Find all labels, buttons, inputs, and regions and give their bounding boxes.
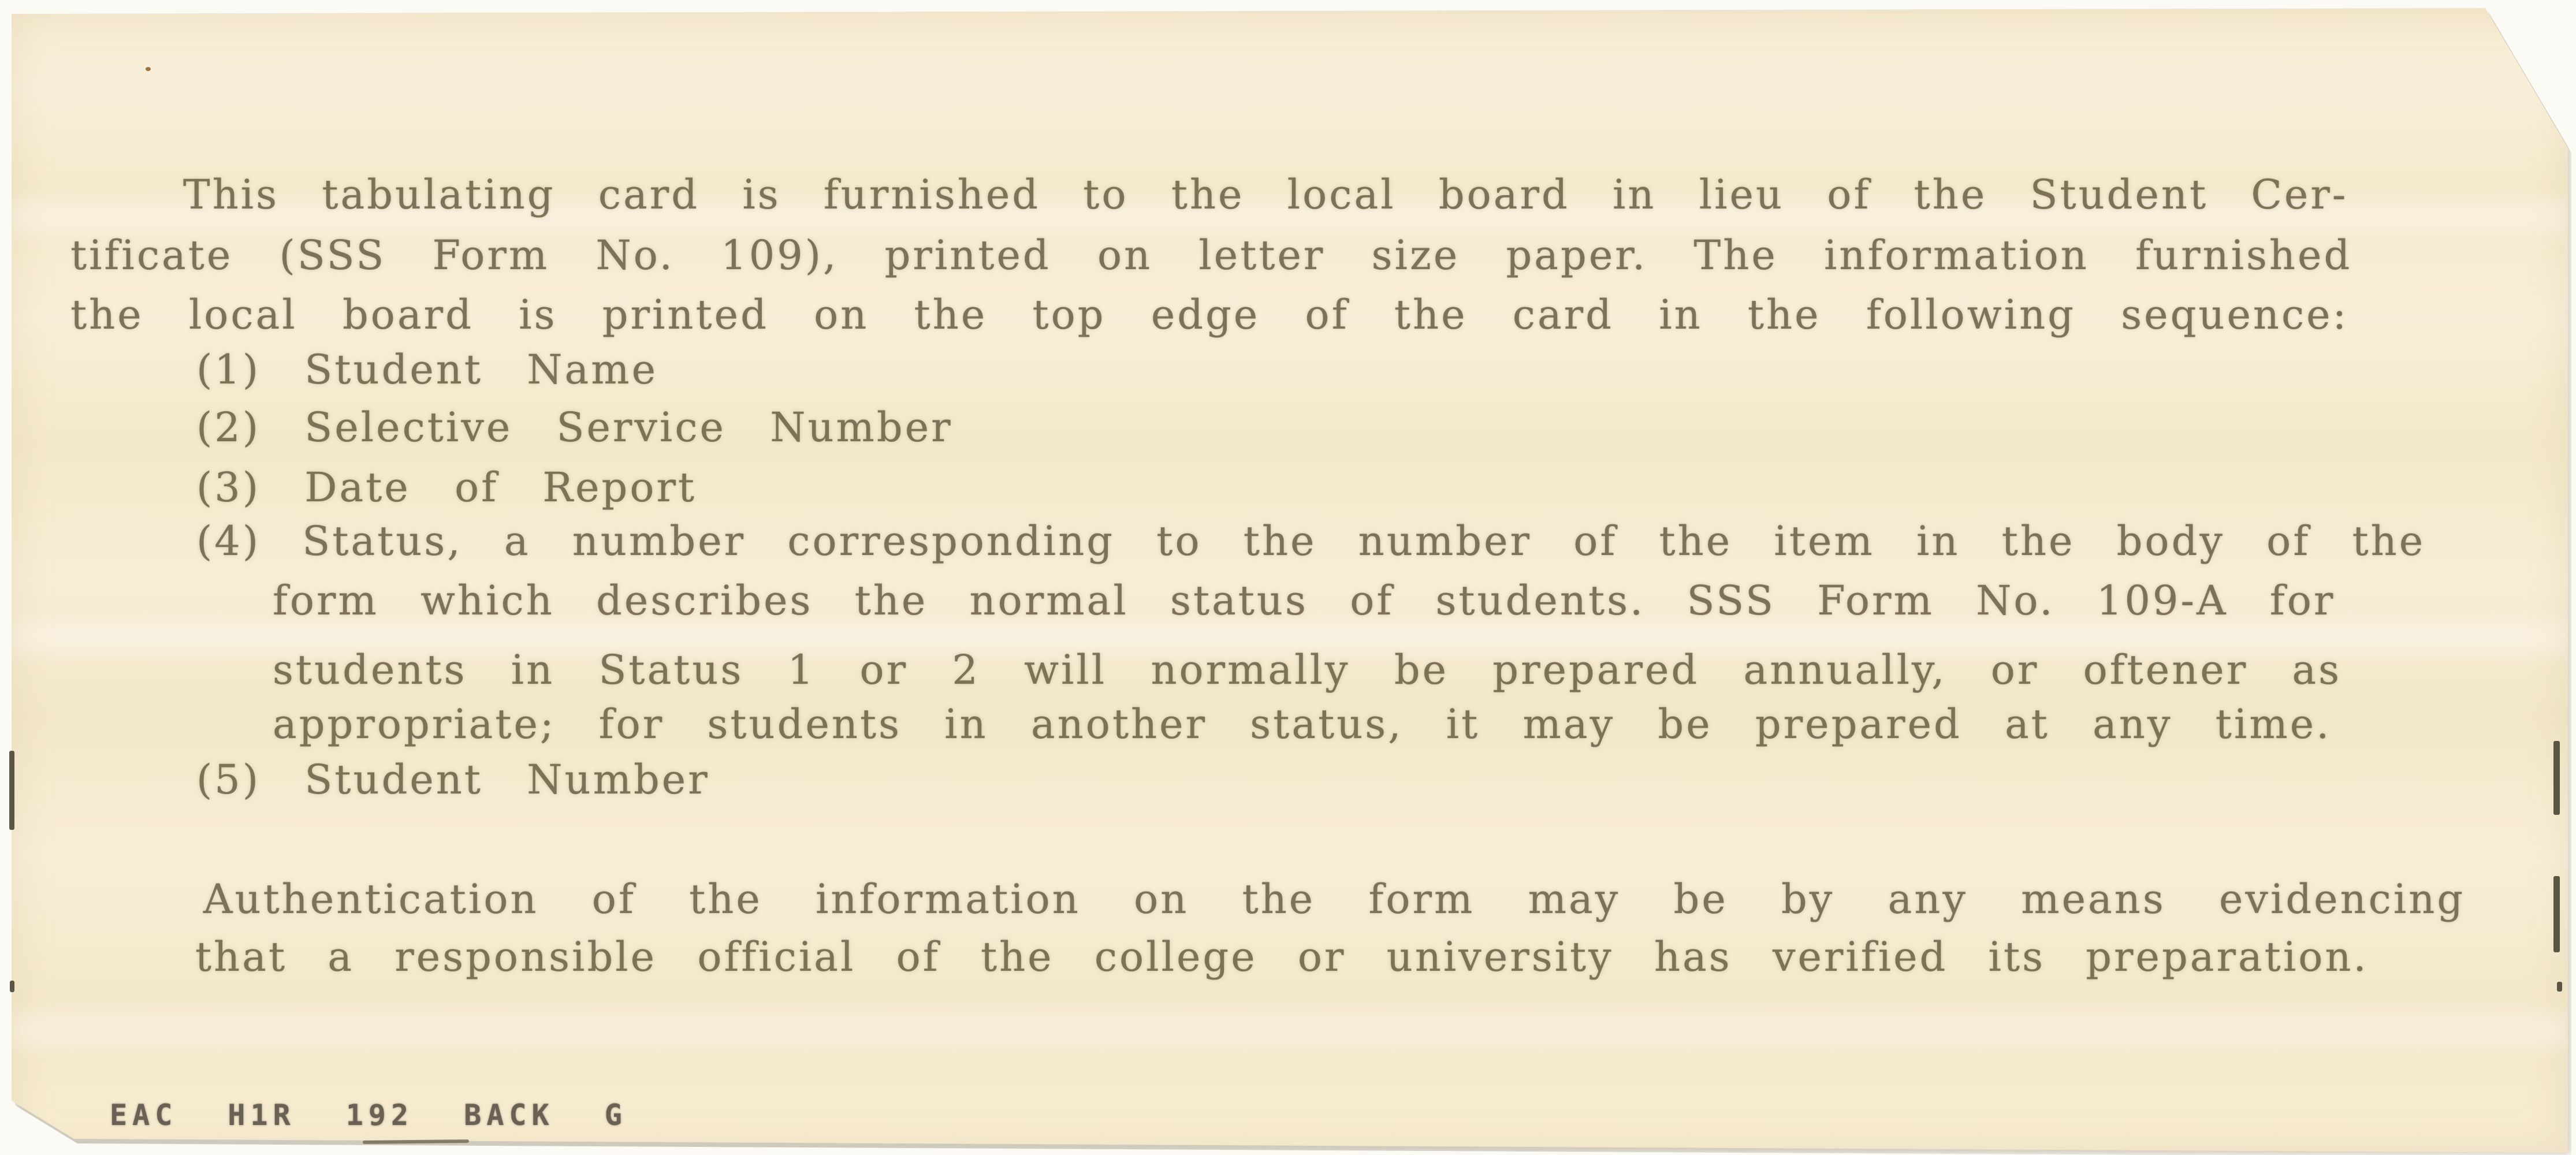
list-item-2: (2) Selective Service Number [196, 404, 953, 451]
list-item-3: (3) Date of Report [196, 464, 697, 511]
authentication-line-2: that a responsible official of the college or university has verified its preparation. [195, 933, 2369, 981]
list-item-1: (1) Student Name [196, 346, 658, 393]
edge-mark-left [9, 751, 14, 830]
footer-form-stamp: EAC H1R 192 BACK G [110, 1098, 627, 1132]
intro-line-2: tificate (SSS Form No. 109), printed on letter size paper. The information furnished [70, 232, 2352, 279]
edge-tick-left [10, 981, 14, 992]
edge-mark-right-upper [2553, 741, 2560, 815]
paper-speck [146, 67, 151, 71]
intro-line-3: the local board is printed on the top edge of the card in the following sequence: [70, 291, 2349, 338]
list-item-5: (5) Student Number [196, 756, 710, 803]
list-item-4-line-3: students in Status 1 or 2 will normally be prepared annually, or oftener as [273, 646, 2342, 694]
edge-tick-right [2557, 982, 2562, 992]
edge-mark-right-lower [2553, 876, 2560, 952]
intro-line-1: This tabulating card is furnished to the local board in lieu of the Student Cer- [183, 171, 2348, 218]
authentication-line-1: Authentication of the information on the form may be by any means evidencing [203, 875, 2466, 923]
list-item-4-line-4: appropriate; for students in another status, it may be prepared at any time. [273, 701, 2332, 748]
list-item-4-line-2: form which describes the normal status of students. SSS Form No. 109-A for [273, 577, 2336, 624]
paper-texture-band [12, 1013, 2568, 1048]
list-item-4-line-1: (4) Status, a number corresponding to the number of the item in the body of the [196, 517, 2426, 565]
